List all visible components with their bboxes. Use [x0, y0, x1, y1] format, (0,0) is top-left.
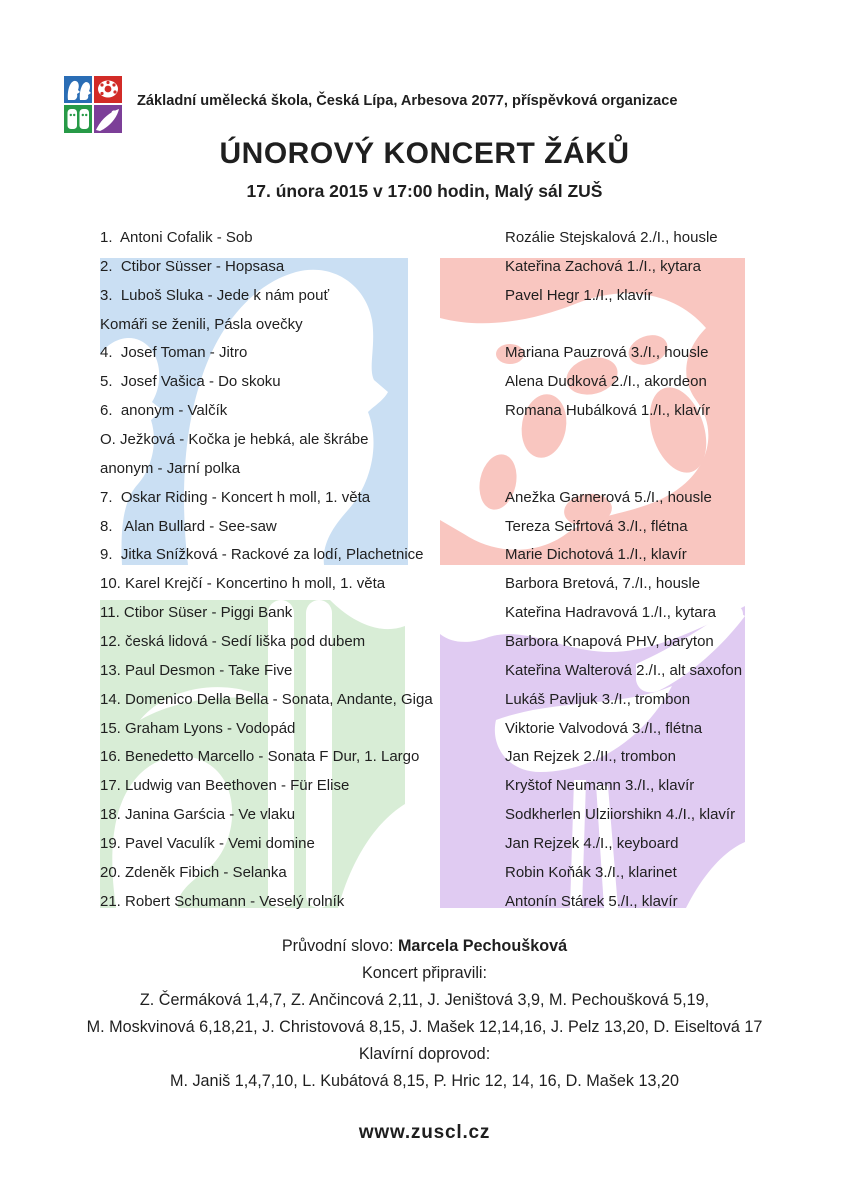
program-piece: 4. Josef Toman - Jitro: [100, 344, 248, 362]
program-row: [100, 691, 780, 720]
program-row: [100, 229, 780, 258]
school-name-line: Základní umělecká škola, Česká Lípa, Arbesova 2077, příspěvková organizace: [137, 93, 678, 109]
program-performer: Jan Rejzek 2./II., trombon: [505, 748, 676, 766]
program-piece: 6. anonym - Valčík: [100, 402, 228, 420]
program-performer: Lukáš Pavljuk 3./I., trombon: [505, 690, 691, 708]
program-piece: 20. Zdeněk Fibich - Selanka: [100, 863, 287, 881]
program-piece: 19. Pavel Vaculík - Vemi domine: [100, 835, 315, 853]
program-piece: anonym - Jarní polka: [100, 459, 241, 477]
program-performer: Anežka Garnerová 5./I., housle: [505, 488, 712, 506]
program-piece: 12. česká lidová - Sedí liška pod dubem: [100, 633, 366, 651]
program-row: [100, 258, 780, 287]
program-row: [100, 489, 780, 518]
program-piece: 16. Benedetto Marcello - Sonata F Dur, 1. Largo: [100, 748, 420, 766]
program-row: [100, 662, 780, 691]
program-piece: O. Ježková - Kočka je hebká, ale škrábe: [100, 431, 369, 449]
program-performer: [505, 460, 780, 489]
program-piece: 3. Luboš Sluka - Jede k nám pouť: [100, 286, 330, 304]
program-row: [100, 720, 780, 749]
program-performer: [505, 431, 780, 460]
program-row: [100, 518, 780, 547]
program-piece: 14. Domenico Della Bella - Sonata, Andante, Giga: [100, 690, 433, 708]
program-performer: Jan Rejzek 4./I., keyboard: [505, 835, 679, 853]
program-piece: 1. Antoni Cofalik - Sob: [100, 229, 253, 246]
prepared-line-2: M. Moskvinová 6,18,21, J. Christovová 8,15, J. Mašek 12,14,16, J. Pelz 13,20, D. Eiseltová 17: [86, 1018, 763, 1036]
program-row: [100, 748, 780, 777]
program-piece: 13. Paul Desmon - Take Five: [100, 661, 293, 679]
prepared-heading: Koncert připravili:: [361, 964, 488, 982]
program-row: [100, 633, 780, 662]
page-title: ÚNOROVÝ KONCERT ŽÁKŮ: [219, 137, 630, 170]
program-piece: 21. Robert Schumann - Veselý rolník: [100, 892, 345, 910]
program-piece: 15. Graham Lyons - Vodopád: [100, 719, 296, 737]
program-row: [100, 604, 780, 633]
program-performer: Rozálie Stejskalová 2./I., housle: [505, 229, 718, 246]
program-row: [100, 316, 780, 345]
program-piece: 11. Ctibor Süser - Piggi Bank: [100, 604, 293, 622]
intro-speaker-name: Marcela Pechoušková: [397, 937, 568, 955]
website-url: www.zuscl.cz: [358, 1122, 491, 1143]
program-performer: Mariana Pauzrová 3./I., housle: [505, 344, 709, 362]
program-performer: [505, 316, 780, 345]
program-performer: Romana Hubálková 1./I., klavír: [505, 402, 711, 420]
program-performer: Robin Koňák 3./I., klarinet: [505, 863, 677, 881]
logo-green-masks-tile: [64, 105, 92, 133]
intro-line: [0, 933, 849, 960]
program-performer: Marie Dichotová 1./I., klavír: [505, 546, 687, 564]
program-performer: Sodkherlen Ulziiorshikn 4./I., klavír: [505, 806, 736, 824]
accompaniment-heading: Klavírní doprovod:: [358, 1045, 491, 1063]
program-row: [100, 893, 780, 922]
program-performer: Barbora Knapová PHV, baryton: [505, 633, 714, 651]
program-piece: 18. Janina Garścia - Ve vlaku: [100, 806, 296, 824]
intro-label: Průvodní slovo:: [281, 937, 398, 955]
event-date-subtitle: 17. února 2015 v 17:00 hodin, Malý sál ZUŠ: [246, 181, 603, 201]
program-row: [100, 575, 780, 604]
program-row: [100, 431, 780, 460]
program-piece: 10. Karel Krejčí - Koncertino h moll, 1. věta: [100, 575, 386, 593]
school-logo: [64, 76, 124, 134]
program-row: [100, 777, 780, 806]
logo-red-palette-tile: [94, 76, 122, 103]
program-piece: Komáři se ženili, Pásla ovečky: [100, 315, 303, 333]
program-performer: Kryštof Neumann 3./I., klavír: [505, 777, 695, 795]
program-performer: Barbora Bretová, 7./I., housle: [505, 575, 701, 593]
program-piece: 17. Ludwig van Beethoven - Für Elise: [100, 777, 350, 795]
program-piece: 2. Ctibor Süsser - Hopsasa: [100, 257, 285, 275]
program-performer: Tereza Seifrtová 3./I., flétna: [505, 517, 688, 535]
program-row: [100, 460, 780, 489]
program-performer: Viktorie Valvodová 3./I., flétna: [505, 719, 703, 737]
program-piece: 8. Alan Bullard - See-saw: [100, 517, 277, 535]
program-row: [100, 402, 780, 431]
prepared-line-1: Z. Čermáková 1,4,7, Z. Ančincová 2,11, J. Jeništová 3,9, M. Pechoušková 5,19,: [139, 991, 710, 1009]
program-performer: Kateřina Zachová 1./I., kytara: [505, 257, 701, 275]
program-performer: Kateřina Walterová 2./I., alt saxofon: [505, 661, 743, 679]
program-list: [100, 229, 780, 922]
program-performer: Alena Dudková 2./I., akordeon: [505, 373, 707, 391]
program-piece: 9. Jitka Snížková - Rackové za lodí, Plachetnice: [100, 546, 424, 564]
program-row: [100, 546, 780, 575]
logo-purple-dancer-tile: [94, 105, 122, 133]
program-row: [100, 287, 780, 316]
program-piece: 5. Josef Vašica - Do skoku: [100, 373, 281, 391]
closing-credits: [0, 933, 849, 1095]
logo-blue-faces-tile: [64, 76, 92, 103]
program-row: [100, 835, 780, 864]
program-row: [100, 864, 780, 893]
program-row: [100, 344, 780, 373]
program-row: [100, 806, 780, 835]
program-piece: 7. Oskar Riding - Koncert h moll, 1. věta: [100, 488, 371, 506]
accompaniment-line: M. Janiš 1,4,7,10, L. Kubátová 8,15, P. Hric 12, 14, 16, D. Mašek 13,20: [169, 1072, 679, 1090]
program-row: [100, 373, 780, 402]
program-performer: Antonín Stárek 5./I., klavír: [505, 892, 678, 910]
program-performer: Kateřina Hadravová 1./I., kytara: [505, 604, 716, 622]
program-performer: Pavel Hegr 1./I., klavír: [505, 286, 653, 304]
